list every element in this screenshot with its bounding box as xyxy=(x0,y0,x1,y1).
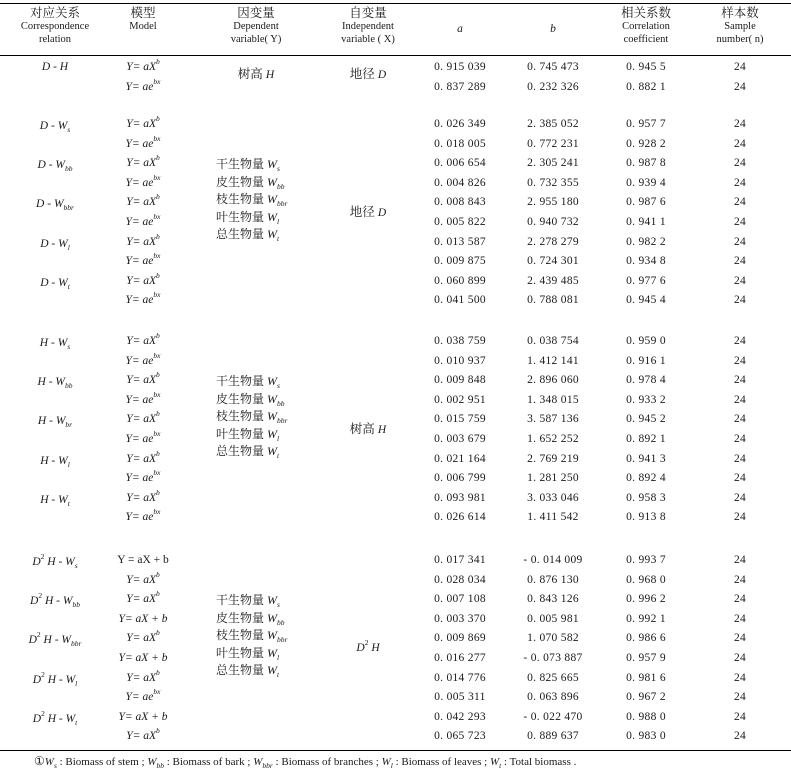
dependent-variable-item: 叶生物量 $W_l$ xyxy=(216,426,280,443)
model-cell: $Y= aX^b$ xyxy=(126,569,160,586)
cell-sample-number: 24 xyxy=(733,511,747,524)
model-cell: Y= aX + b xyxy=(118,710,168,723)
dependent-variable: 树高 H xyxy=(237,67,275,81)
cell-b: 0. 724 301 xyxy=(527,255,579,268)
header-independent-line: variable ( X) xyxy=(341,34,395,45)
relation-cell: H - $W_t$ xyxy=(40,493,70,508)
cell-correlation: 0. 993 7 xyxy=(626,554,666,566)
dependent-variable-item: 干生物量 $W_s$ xyxy=(216,593,280,609)
cell-a: 0. 007 108 xyxy=(434,593,486,606)
cell-a: 0. 042 293 xyxy=(434,710,486,723)
header-model-line: 模型 xyxy=(130,6,156,20)
dependent-variable-item: 干生物量 $W_s$ xyxy=(216,374,280,390)
header-sample-number-line: 样本数 xyxy=(721,6,759,20)
cell-a: 0. 017 341 xyxy=(434,554,486,566)
cell-a: 0. 014 776 xyxy=(434,671,486,684)
header-relation xyxy=(21,6,89,46)
dependent-variable-group xyxy=(216,592,287,680)
relation-cell: $D^2$ H - $W_l$ xyxy=(32,669,78,688)
relation-cell: D - $W_{bbr}$ xyxy=(36,198,74,213)
cell-b: 2. 896 060 xyxy=(527,374,579,387)
cell-correlation: 0. 986 6 xyxy=(626,632,666,645)
cell-a: 0. 009 875 xyxy=(434,255,486,268)
cell-correlation: 0. 928 2 xyxy=(626,137,666,150)
cell-sample-number: 24 xyxy=(733,354,747,367)
cell-correlation: 0. 916 1 xyxy=(626,354,666,367)
header-relation-line: 对应关系 xyxy=(29,6,81,20)
cell-b: 0. 772 231 xyxy=(527,137,579,150)
header-relation-line: relation xyxy=(38,34,72,45)
cell-correlation: 0. 988 0 xyxy=(626,710,666,723)
independent-variable: $D^2$ H xyxy=(356,638,380,655)
cell-correlation: 0. 967 2 xyxy=(626,691,666,704)
relation-cell: D - $W_t$ xyxy=(40,276,70,291)
model-cell: $Y= aX^b$ xyxy=(126,370,160,387)
cell-a: 0. 028 034 xyxy=(434,573,486,586)
dependent-variable-item: 叶生物量 $W_l$ xyxy=(216,645,280,662)
cell-a: 0. 009 848 xyxy=(434,374,486,387)
footnote-item: $W_{bbr}$ : Biomass of branches ; xyxy=(253,756,382,770)
model-cell: $Y= aX^b$ xyxy=(126,628,160,645)
model-cell: $Y= aX^b$ xyxy=(126,114,160,130)
header-dependent-line: Dependent xyxy=(233,21,279,32)
footnote-item: $W_{bb}$ : Biomass of bark ; xyxy=(147,756,254,770)
model-cell: Y= aX + b xyxy=(118,652,168,664)
model-cell: $Y= ae^{bx}$ xyxy=(125,507,161,524)
cell-correlation: 0. 957 7 xyxy=(626,118,666,130)
relation-cell: D - $W_{bb}$ xyxy=(37,159,73,174)
cell-a: 0. 038 759 xyxy=(434,335,486,347)
cell-sample-number: 24 xyxy=(733,137,747,150)
relation-cell: H - $W_l$ xyxy=(40,454,70,469)
cell-a: 0. 026 614 xyxy=(434,511,486,524)
model-cell: Y= aX + b xyxy=(118,612,168,625)
cell-correlation: 0. 982 2 xyxy=(626,235,666,248)
relation-cell: D - $W_s$ xyxy=(39,120,71,134)
cell-correlation: 0. 987 6 xyxy=(626,196,666,209)
model-cell: $Y= ae^{bx}$ xyxy=(125,389,161,406)
cell-b: 0. 843 126 xyxy=(527,593,579,606)
model-cell: $Y= ae^{bx}$ xyxy=(125,468,161,485)
relation-cell: $D^2$ H - $W_{bbr}$ xyxy=(28,630,82,649)
dependent-variable-item: 干生物量 $W_s$ xyxy=(216,157,280,173)
model-cell: $Y= ae^{bx}$ xyxy=(125,350,161,367)
header-model-line: Model xyxy=(129,21,157,32)
cell-b: 0. 732 355 xyxy=(527,176,579,189)
model-cell: $Y= ae^{bx}$ xyxy=(125,687,161,704)
cell-correlation: 0. 933 2 xyxy=(626,393,666,406)
cell-b: 3. 033 046 xyxy=(527,491,579,504)
model-cell: $Y= ae^{bx}$ xyxy=(125,251,161,268)
cell-correlation: 0. 892 4 xyxy=(626,472,666,485)
model-cell: $Y= aX^b$ xyxy=(126,667,160,684)
cell-correlation: 0. 977 6 xyxy=(626,274,666,287)
cell-sample-number: 24 xyxy=(733,413,747,426)
header-dependent-line: variable( Y) xyxy=(230,34,282,45)
footnote xyxy=(34,754,576,769)
dependent-variable-item: 皮生物量 $W_{bb}$ xyxy=(216,391,285,408)
cell-correlation: 0. 945 4 xyxy=(626,294,666,307)
model-cell: $Y= ae^{bx}$ xyxy=(125,429,161,445)
cell-sample-number: 24 xyxy=(733,632,747,645)
dependent-variable-item: 枝生物量 $W_{bbr}$ xyxy=(216,628,288,644)
dependent-variable-item: 总生物量 $W_t$ xyxy=(216,227,280,243)
cell-sample-number: 24 xyxy=(733,255,747,268)
cell-sample-number: 24 xyxy=(733,335,747,347)
cell-correlation: 0. 945 2 xyxy=(626,413,666,426)
header-a: a xyxy=(457,23,463,35)
model-cell: $Y= aX^b$ xyxy=(126,153,160,170)
model-cell: $Y= aX^b$ xyxy=(126,726,160,743)
cell-b: 0. 889 637 xyxy=(527,730,579,743)
cell-b: 0. 745 473 xyxy=(527,61,579,73)
cell-sample-number: 24 xyxy=(733,593,747,606)
cell-b: 0. 038 754 xyxy=(527,335,579,347)
relation-cell: D - H xyxy=(41,61,69,73)
cell-a: 0. 065 723 xyxy=(434,730,486,743)
dependent-variable-item: 总生物量 $W_t$ xyxy=(216,444,280,460)
cell-correlation: 0. 996 2 xyxy=(626,593,666,606)
cell-b: 1. 281 250 xyxy=(527,472,579,485)
header-relation-line: Correspondence xyxy=(20,21,90,32)
cell-sample-number: 24 xyxy=(733,433,747,445)
header-dependent-line: 因变量 xyxy=(237,6,275,20)
header-sample-number-line: number( n) xyxy=(716,34,764,45)
cell-sample-number: 24 xyxy=(733,294,747,307)
model-cell: $Y= ae^{bx}$ xyxy=(125,212,161,228)
model-cell: $Y= aX^b$ xyxy=(126,270,160,287)
independent-variable: 地径 D xyxy=(349,67,387,81)
cell-b: 1. 652 252 xyxy=(527,433,579,445)
model-cell: $Y= aX^b$ xyxy=(126,192,160,209)
cell-a: 0. 005 822 xyxy=(434,216,486,228)
cell-correlation: 0. 882 1 xyxy=(626,80,666,93)
cell-a: 0. 013 587 xyxy=(434,235,486,248)
cell-sample-number: 24 xyxy=(733,274,747,287)
cell-sample-number: 24 xyxy=(733,491,747,504)
relation-cell: H - $W_s$ xyxy=(39,337,71,351)
dependent-variable-item: 总生物量 $W_t$ xyxy=(216,663,280,679)
cell-sample-number: 24 xyxy=(733,730,747,743)
cell-a: 0. 026 349 xyxy=(434,118,486,130)
footnote-marker: ① xyxy=(34,754,45,768)
header-b: b xyxy=(550,23,556,35)
cell-a: 0. 005 311 xyxy=(434,691,486,704)
header-correlation-line: Correlation xyxy=(622,21,670,32)
header-sample-number-line: Sample xyxy=(724,21,756,32)
cell-b: 2. 278 279 xyxy=(527,235,579,248)
cell-correlation: 0. 987 8 xyxy=(626,157,666,170)
dependent-variable-item: 皮生物量 $W_{bb}$ xyxy=(216,174,285,191)
cell-b: 0. 232 326 xyxy=(527,80,579,93)
cell-a: 0. 010 937 xyxy=(434,354,486,367)
relation-cell: H - $W_{bb}$ xyxy=(37,376,73,391)
header-independent-line: 自变量 xyxy=(349,6,387,20)
cell-sample-number: 24 xyxy=(733,652,747,664)
model-cell: $Y= aX^b$ xyxy=(126,57,160,73)
relation-cell: D - $W_l$ xyxy=(40,237,70,252)
dependent-variable-item: 枝生物量 $W_{bbr}$ xyxy=(216,192,288,208)
cell-a: 0. 006 799 xyxy=(434,472,486,485)
cell-b: 0. 005 981 xyxy=(527,612,579,625)
model-cell: $Y= aX^b$ xyxy=(126,487,160,504)
model-cell: $Y= ae^{bx}$ xyxy=(125,172,161,189)
cell-sample-number: 24 xyxy=(733,554,747,566)
model-cell: $Y= ae^{bx}$ xyxy=(125,76,161,93)
header-correlation-line: 相关系数 xyxy=(620,6,672,20)
top-rule xyxy=(0,3,791,4)
cell-sample-number: 24 xyxy=(733,374,747,387)
cell-a: 0. 018 005 xyxy=(434,137,486,150)
cell-correlation: 0. 945 5 xyxy=(626,61,666,73)
cell-a: 0. 009 869 xyxy=(434,632,486,645)
cell-b: 1. 412 141 xyxy=(527,354,579,367)
cell-sample-number: 24 xyxy=(733,176,747,189)
cell-b: 0. 876 130 xyxy=(527,573,579,586)
footnote-item: $W_t$ : Total biomass . xyxy=(489,756,577,770)
cell-b: - 0. 073 887 xyxy=(523,652,583,664)
cell-sample-number: 24 xyxy=(733,196,747,209)
cell-correlation: 0. 934 8 xyxy=(626,255,666,268)
independent-variable: 地径 D xyxy=(349,205,387,220)
cell-b: - 0. 014 009 xyxy=(523,554,583,566)
cell-sample-number: 24 xyxy=(733,80,747,93)
cell-a: 0. 004 826 xyxy=(434,176,486,189)
cell-a: 0. 837 289 xyxy=(434,80,486,93)
dependent-variable-item: 皮生物量 $W_{bb}$ xyxy=(216,610,285,627)
header-independent xyxy=(341,6,395,46)
cell-a: 0. 915 039 xyxy=(434,61,486,73)
cell-b: 2. 305 241 xyxy=(527,157,579,170)
footnote-item: $W_s$ : Biomass of stem ; xyxy=(44,756,148,770)
header-correlation xyxy=(621,6,671,46)
cell-correlation: 0. 978 4 xyxy=(626,374,666,387)
cell-a: 0. 041 500 xyxy=(434,294,486,307)
dependent-variable-item: 叶生物量 $W_l$ xyxy=(216,209,280,226)
cell-correlation: 0. 941 1 xyxy=(626,216,666,228)
cell-b: 2. 385 052 xyxy=(527,118,579,130)
cell-b: 0. 788 081 xyxy=(527,294,579,307)
cell-correlation: 0. 959 0 xyxy=(626,335,666,347)
cell-correlation: 0. 941 3 xyxy=(626,452,666,465)
cell-correlation: 0. 958 3 xyxy=(626,491,666,504)
cell-a: 0. 015 759 xyxy=(434,413,486,426)
cell-a: 0. 060 899 xyxy=(434,274,486,287)
cell-sample-number: 24 xyxy=(733,118,747,130)
model-cell: $Y= aX^b$ xyxy=(126,331,160,347)
cell-sample-number: 24 xyxy=(733,235,747,248)
model-cell: $Y= aX^b$ xyxy=(126,448,160,465)
cell-b: - 0. 022 470 xyxy=(523,710,583,723)
bottom-rule xyxy=(0,750,791,751)
cell-b: 0. 940 732 xyxy=(527,216,579,228)
header-independent-line: Independent xyxy=(342,21,394,32)
cell-b: 1. 348 015 xyxy=(527,393,579,406)
model-cell: Y = aX + b xyxy=(117,554,169,566)
cell-b: 2. 955 180 xyxy=(527,196,579,209)
cell-a: 0. 003 370 xyxy=(434,612,486,625)
cell-sample-number: 24 xyxy=(733,710,747,723)
relation-cell: $D^2$ H - $W_{bb}$ xyxy=(30,591,80,610)
header-model xyxy=(129,6,156,33)
cell-correlation: 0. 939 4 xyxy=(626,176,666,189)
cell-a: 0. 016 277 xyxy=(434,652,486,664)
cell-correlation: 0. 913 8 xyxy=(626,511,666,524)
cell-b: 2. 439 485 xyxy=(527,274,579,287)
header-dependent xyxy=(231,6,282,46)
cell-a: 0. 093 981 xyxy=(434,491,486,504)
cell-sample-number: 24 xyxy=(733,612,747,625)
cell-a: 0. 002 951 xyxy=(434,393,486,406)
cell-sample-number: 24 xyxy=(733,216,747,228)
cell-b: 0. 825 665 xyxy=(527,671,579,684)
cell-sample-number: 24 xyxy=(733,691,747,704)
cell-correlation: 0. 957 9 xyxy=(626,652,666,664)
cell-a: 0. 006 654 xyxy=(434,157,486,170)
cell-b: 3. 587 136 xyxy=(527,413,579,426)
cell-correlation: 0. 981 6 xyxy=(626,671,666,684)
cell-sample-number: 24 xyxy=(733,472,747,485)
model-cell: $Y= ae^{bx}$ xyxy=(125,133,161,150)
cell-correlation: 0. 983 0 xyxy=(626,730,666,743)
independent-variable: 树高 H xyxy=(349,422,387,437)
model-cell: $Y= aX^b$ xyxy=(126,231,160,248)
cell-a: 0. 008 843 xyxy=(434,196,486,209)
cell-sample-number: 24 xyxy=(733,393,747,406)
cell-correlation: 0. 892 1 xyxy=(626,433,666,445)
cell-b: 2. 769 219 xyxy=(527,452,579,465)
cell-correlation: 0. 992 1 xyxy=(626,612,666,625)
cell-correlation: 0. 968 0 xyxy=(626,573,666,586)
header-sample-number xyxy=(717,6,764,46)
model-cell: $Y= aX^b$ xyxy=(126,589,160,606)
cell-sample-number: 24 xyxy=(733,573,747,586)
model-cell: $Y= aX^b$ xyxy=(126,409,160,426)
cell-sample-number: 24 xyxy=(733,61,747,73)
cell-sample-number: 24 xyxy=(733,452,747,465)
footnote-item: $W_l$ : Biomass of leaves ; xyxy=(381,756,490,770)
relation-cell: $D^2$ H - $W_s$ xyxy=(32,552,78,570)
model-cell: $Y= ae^{bx}$ xyxy=(125,290,161,307)
cell-b: 1. 070 582 xyxy=(527,632,579,645)
header-correlation-line: coefficient xyxy=(623,34,669,45)
dependent-variable-item: 枝生物量 $W_{bbr}$ xyxy=(216,409,288,425)
dependent-variable-group xyxy=(216,156,287,244)
relation-cell: $D^2$ H - $W_t$ xyxy=(32,708,78,727)
cell-a: 0. 021 164 xyxy=(434,452,486,465)
relation-cell: H - $W_{br}$ xyxy=(37,415,73,430)
header-rule xyxy=(0,55,791,56)
cell-b: 0. 063 896 xyxy=(527,691,579,704)
cell-sample-number: 24 xyxy=(733,157,747,170)
dependent-variable-group xyxy=(216,373,287,461)
cell-b: 1. 411 542 xyxy=(527,511,579,524)
cell-sample-number: 24 xyxy=(733,671,747,684)
cell-a: 0. 003 679 xyxy=(434,433,486,445)
